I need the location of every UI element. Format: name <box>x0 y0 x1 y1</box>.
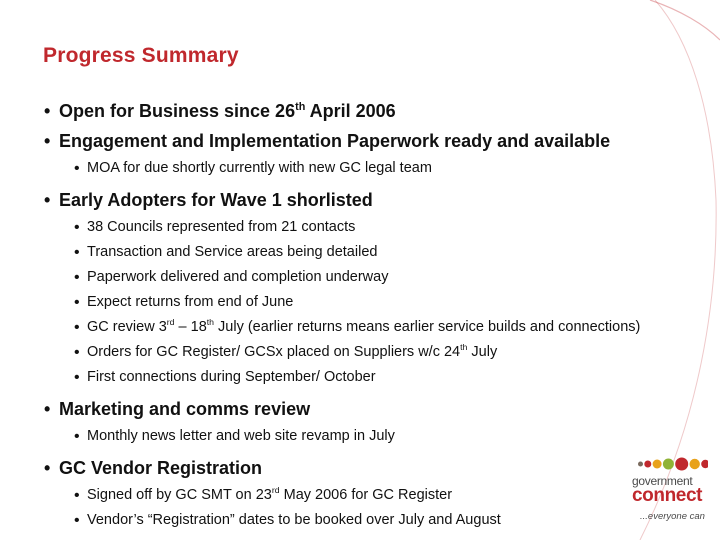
bullet-icon: • <box>74 369 80 386</box>
bullet-icon: • <box>74 219 80 236</box>
sub-bullet-item <box>44 365 714 390</box>
bullet-icon: • <box>44 101 51 121</box>
bullet-text: July <box>467 344 498 360</box>
bullet-text: May 2006 for GC Register <box>279 487 453 503</box>
bullet-icon: • <box>74 487 80 504</box>
superscript: th <box>460 342 468 353</box>
bullet-text: 38 Councils represented from 21 contacts <box>87 219 356 235</box>
sub-bullet-item <box>44 265 714 290</box>
sub-bullet-item <box>44 290 714 315</box>
page-title: Progress Summary <box>43 44 239 67</box>
bullet-item <box>44 96 714 126</box>
superscript: th <box>295 101 306 113</box>
logo-dot <box>663 459 674 470</box>
bullet-icon: • <box>74 512 80 529</box>
bullet-text: Expect returns from end of June <box>87 294 294 310</box>
bullet-icon: • <box>74 269 80 286</box>
bullet-text: Transaction and Service areas being detailed <box>87 244 378 260</box>
bullet-text: Orders for GC Register/ GCSx placed on Suppliers w/c 24 <box>87 344 461 360</box>
bullet-text: Early Adopters for Wave 1 shorlisted <box>59 190 373 210</box>
bullet-text: – 18 <box>174 319 207 335</box>
bullet-text: Vendor’s “Registration” dates to be booked over July and August <box>87 512 501 528</box>
bullet-text: GC review 3 <box>87 319 167 335</box>
bullet-icon: • <box>74 160 80 177</box>
bullet-item <box>44 185 714 215</box>
sub-bullet-item <box>44 215 714 240</box>
sub-bullet-item <box>44 508 714 533</box>
bullet-icon: • <box>74 244 80 261</box>
logo-word-connect: connect <box>632 485 703 506</box>
bullet-text: Open for Business since 26 <box>59 101 296 121</box>
bullet-icon: • <box>44 399 51 419</box>
logo-dot <box>690 459 700 469</box>
bullet-icon: • <box>74 294 80 311</box>
bullet-text: GC Vendor Registration <box>59 458 263 478</box>
sub-bullet-item <box>44 340 714 365</box>
bullet-text: Paperwork delivered and completion underway <box>87 269 389 285</box>
logo-dot <box>638 462 643 467</box>
bullet-list <box>44 96 714 533</box>
bullet-icon: • <box>74 428 80 445</box>
bullet-text: Engagement and Implementation Paperwork ready and available <box>59 131 611 151</box>
government-connect-logo <box>630 456 712 528</box>
sub-bullet-item <box>44 424 714 449</box>
bullet-icon: • <box>74 319 80 336</box>
bullet-text: Monthly news letter and web site revamp in July <box>87 428 395 444</box>
bullet-icon: • <box>44 458 51 478</box>
sub-bullet-item <box>44 315 714 340</box>
bullet-item <box>44 394 714 424</box>
bullet-item <box>44 126 714 156</box>
bullet-text: First connections during September/ October <box>87 369 376 385</box>
logo-tagline: ...everyone can <box>640 511 705 522</box>
logo-dot <box>644 461 651 468</box>
superscript: th <box>206 317 215 328</box>
bullet-text: Signed off by GC SMT on 23 <box>87 487 272 503</box>
logo-dot <box>675 458 688 471</box>
logo-dot <box>653 460 662 469</box>
logo-word-government: government <box>632 474 693 488</box>
bullet-icon: • <box>74 344 80 361</box>
superscript: rd <box>166 317 175 328</box>
sub-bullet-item <box>44 156 714 181</box>
bullet-text: July (earlier returns means earlier service builds and connections) <box>214 319 641 335</box>
logo-dot <box>701 460 708 468</box>
bullet-icon: • <box>44 190 51 210</box>
bullet-text: April 2006 <box>305 101 396 121</box>
bullet-icon: • <box>44 131 51 151</box>
bullet-text: Marketing and comms review <box>59 399 311 419</box>
bullet-text: MOA for due shortly currently with new GC legal team <box>87 160 432 176</box>
superscript: rd <box>271 485 280 496</box>
logo-dots <box>636 456 708 472</box>
sub-bullet-item <box>44 240 714 265</box>
bullet-item <box>44 453 714 483</box>
sub-bullet-item <box>44 483 714 508</box>
